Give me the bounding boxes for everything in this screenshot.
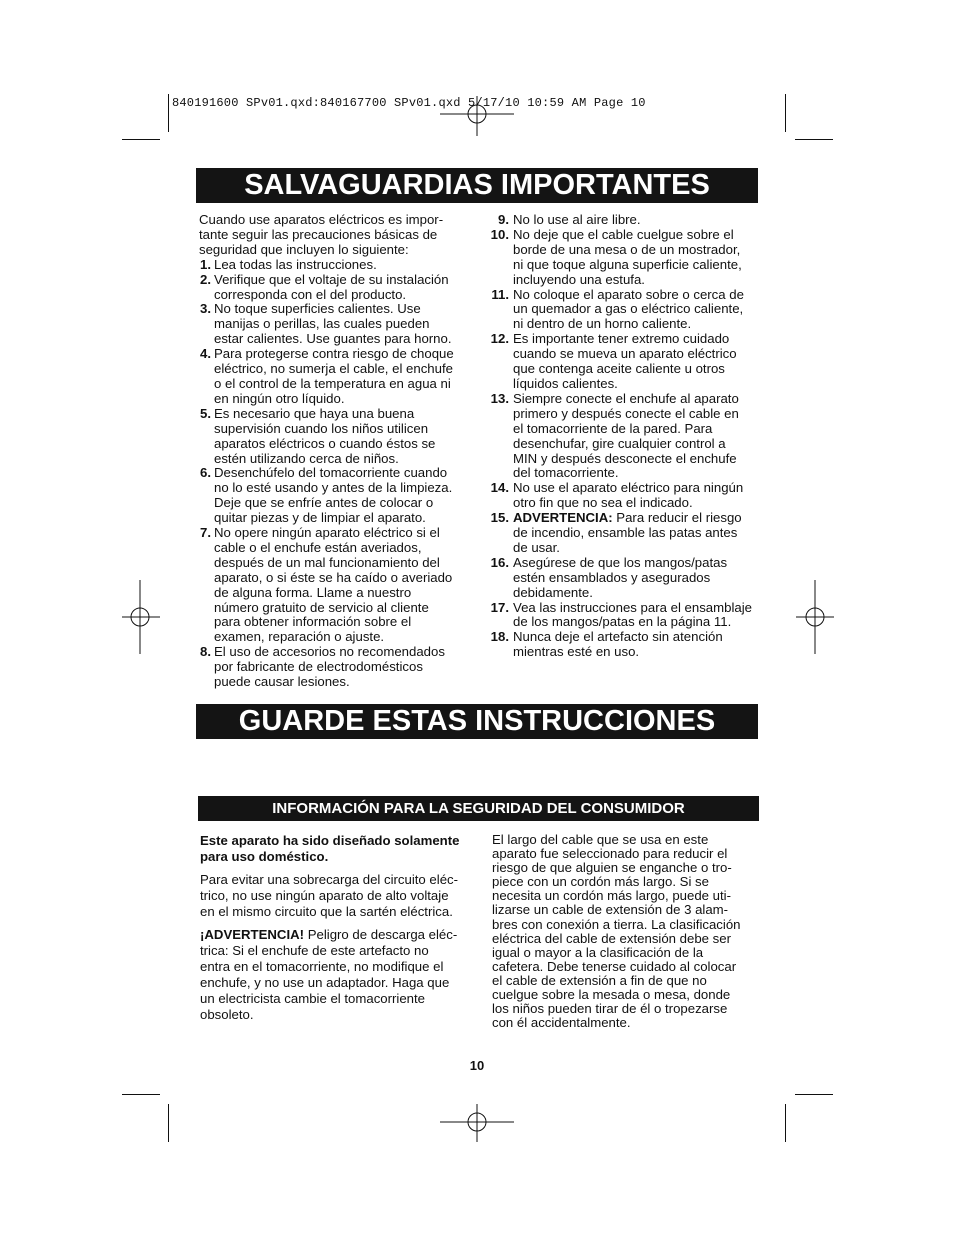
item-text-line: Para protegerse contra riesgo de choque [214,346,454,362]
item-number: 17. [490,599,509,615]
extension-cord-line: el cable de extensión a fin de que no [492,972,707,988]
safeguard-item [490,481,762,511]
item-text-line: estar calientes. Use guantes para horno. [214,331,452,347]
item-number: 3. [200,301,211,317]
crop-mark-br-v [785,1104,786,1142]
item-text-line: borde de una mesa o de un mostrador, [513,241,741,257]
item-text-line: Desenchúfelo del tomacorriente cuando [214,465,448,481]
item-text-line: desenchufar, gire cualquier control a [513,435,726,451]
safeguard-item [490,601,762,631]
circuit-overload-paragraph: Para evitar una sobrecarga del circuito eléc- trico, no use ningún aparato de alto voltaje en el mismo circuito que la sartén eléctrica. [200,872,459,919]
item-text-line: por fabricante de electrodomésticos [214,659,423,675]
item-text-line: quitar piezas y de limpiar el aparato. [214,510,426,526]
item-text-line: aparato, o si éste se ha caído o averiado [214,569,453,585]
registration-mark-right-icon [796,580,834,654]
item-text-line: un quemador a gas o eléctrico caliente, [513,301,744,317]
extension-cord-line: los niños pueden tirar de él o tropezarse [492,1001,728,1017]
item-text-line: otro fin que no sea el indicado. [513,495,693,511]
item-number: 11. [491,286,509,302]
extension-cord-line: riesgo de que alguien se enganche o tro- [492,860,732,876]
item-text-line: estén ensamblados y asegurados [513,569,711,585]
item-text-line: no lo esté usando y antes de la limpieza. [214,480,453,496]
extension-cord-line: eléctrica del cable de extensión debe ser [492,930,731,946]
item-number: 13. [490,390,509,406]
section-banner-consumer-safety: INFORMACIÓN PARA LA SEGURIDAD DEL CONSUMIDOR [198,796,759,821]
safeguards-left-column [199,213,471,690]
item-text-line: en ningún otro líquido. [214,390,345,406]
extension-cord-line: aparato fue seleccionado para reducir el [492,846,728,862]
item-text-line: debidamente. [513,584,593,600]
safeguards-right-column [490,213,762,660]
item-text-line: incluyendo una estufa. [513,271,645,287]
crop-mark-tr-h [795,139,833,140]
item-text-line: líquidos calientes. [513,375,618,391]
safeguard-item [490,332,762,392]
safeguard-item [490,288,762,333]
item-text-line: No toque superficies calientes. Use [214,301,421,317]
extension-cord-line: cafetera. Debe tenerse cuidado al colocar [492,958,737,974]
extension-cord-line: bres con conexión a tierra. La clasificación [492,916,741,932]
item-text-line: cuando se mueva un aparato eléctrico [513,346,737,362]
safeguard-item [490,213,762,228]
item-number: 7. [200,525,211,541]
item-number: 9. [498,212,509,227]
extension-cord-line: piece con un cordón más largo. Si se [492,874,709,890]
safeguard-item [490,228,762,288]
item-text-line: eléctrico, no sumerja el cable, el enchufe [214,361,453,377]
item-text-line: Lea todas las instrucciones. [214,256,377,272]
item-number: 1. [200,256,211,272]
registration-mark-left-icon [122,580,160,654]
item-text-line: No deje que el cable cuelgue sobre el [513,226,734,242]
item-text-line: después de un mal funcionamiento del [214,554,440,570]
item-text-line: aparatos eléctricos o cuando éstos se [214,435,436,451]
household-use-note: Este aparato ha sido diseñado solamente para uso doméstico. [200,833,460,864]
item-text-line: de los mangos/patas en la página 11. [513,614,732,630]
item-text-line: Siempre conecte el enchufe al aparato [513,390,739,406]
item-number: 8. [200,644,211,660]
item-text-line: estén utilizando cerca de niños. [214,450,399,466]
crop-mark-tr-v [785,94,786,132]
extension-cord-line: El largo del cable que se usa en este [492,832,709,847]
page-number: 10 [469,1058,485,1073]
extension-cord-paragraph [492,833,762,1030]
extension-cord-line: igual o mayor a la clasificación de la [492,944,704,960]
item-text-line: No opere ningún aparato eléctrico si el [214,525,440,541]
item-number: 5. [200,405,211,421]
consumer-info-right [492,833,762,1035]
safeguard-item [199,273,471,303]
safeguards-list-left [199,258,471,690]
item-text-line: número gratuito de servicio al cliente [214,599,429,615]
printer-slug: 840191600 SPv01.qxd:840167700 SPv01.qxd 5/17/10 10:59 AM Page 10 [172,96,646,110]
crop-mark-br-h [795,1094,833,1095]
item-text-line: Es importante tener extremo cuidado [513,331,730,347]
crop-mark-bl-v [168,1104,169,1142]
item-text-line: ni que toque alguna superficie caliente, [513,256,742,272]
registration-mark-bottom-icon [440,1104,514,1142]
crop-mark-tl-h [122,139,160,140]
item-text-line: o el control de la temperatura en agua ni [214,375,451,391]
crop-mark-bl-h [122,1094,160,1095]
item-text-line: que contenga aceite caliente u otros [513,361,725,377]
safeguard-item [199,347,471,407]
item-number: 10. [490,226,509,242]
title-banner-guarde: GUARDE ESTAS INSTRUCCIONES [196,704,758,739]
item-text-line: puede causar lesiones. [214,674,350,690]
item-text-line: Verifique que el voltaje de su instalación [214,271,449,287]
item-text-line: el tomacorriente de la pared. Para [513,420,713,436]
safeguard-item [490,556,762,601]
item-number: 6. [200,465,211,481]
item-text-line: de incendio, ensamble las patas antes [513,525,738,541]
item-text-line: ni dentro de un horno caliente. [513,316,692,332]
consumer-info-left [200,833,475,1028]
intro-paragraph: Cuando use aparatos eléctricos es impor- tante seguir las precauciones básicas de seguridad que incluyen lo siguiente: [199,212,444,257]
item-text-line: El uso de accesorios no recomendados [214,644,445,660]
item-text-line: cable o el enchufe están averiados, [214,539,422,555]
item-text-line: manijas o perillas, las cuales pueden [214,316,430,332]
item-warning-label: ADVERTENCIA: [513,510,613,526]
item-number: 2. [200,271,211,287]
item-text-line: corresponda con el del producto. [214,286,407,302]
safeguard-item [490,630,762,660]
item-text-line: mientras esté en uso. [513,644,640,660]
item-text-line: Asegúrese de que los mangos/patas [513,554,728,570]
item-text-line: Deje que se enfríe antes de colocar o [214,495,434,511]
item-number: 16. [490,554,509,570]
item-text-line: MIN y después desconecte el enchufe [513,450,737,466]
item-number: 15. [490,510,509,526]
item-text-line: No use el aparato eléctrico para ningún [513,480,744,496]
safeguard-item [199,645,471,690]
crop-mark-tl-v [168,94,169,132]
item-number: 14. [490,480,509,496]
item-text-line: No coloque el aparato sobre o cerca de [513,286,744,302]
extension-cord-line: con él accidentalmente. [492,1015,631,1031]
safeguard-item [199,258,471,273]
item-text-line: de alguna forma. Llame a nuestro [214,584,412,600]
item-text-line: de usar. [513,539,560,555]
item-text-line: Vea las instrucciones para el ensamblaje [513,599,752,615]
item-text-line: del tomacorriente. [513,465,619,481]
safeguard-item [490,511,762,556]
item-text-line: supervisión cuando los niños utilicen [214,420,429,436]
item-text-line: examen, reparación o ajuste. [214,629,385,645]
safeguard-item [490,392,762,481]
extension-cord-line: cuelgue sobre la mesada o mesa, donde [492,987,731,1003]
title-banner-salvaguardias: SALVAGUARDIAS IMPORTANTES [196,168,758,203]
safeguard-item [199,526,471,645]
safeguard-item [199,407,471,467]
item-number: 18. [490,629,509,645]
item-text-line: Es necesario que haya una buena [214,405,415,421]
extension-cord-line: lizarse un cable de extensión de 3 alam- [492,902,729,918]
item-text-line: para obtener información sobre el [214,614,412,630]
item-number: 12. [490,331,509,347]
shock-warning-paragraph: ¡ADVERTENCIA! Peligro de descarga eléc- trica: Si el enchufe de este artefacto no entra en el tomacorriente, no modifique el enchufe, y no use un adaptador. Haga que un electricista cambie el tomacorriente obsoleto. [200,927,458,1022]
item-text-line: Nunca deje el artefacto sin atención [513,629,723,645]
safeguard-item [199,466,471,526]
item-text-line: Para reducir el riesgo [612,510,742,526]
safeguards-list-right [490,213,762,660]
item-text-line: No lo use al aire libre. [513,212,641,227]
item-text-line: primero y después conecte el cable en [513,405,739,421]
safeguard-item [199,302,471,347]
extension-cord-line: necesita un cordón más largo, puede uti- [492,888,731,904]
item-number: 4. [200,346,211,362]
